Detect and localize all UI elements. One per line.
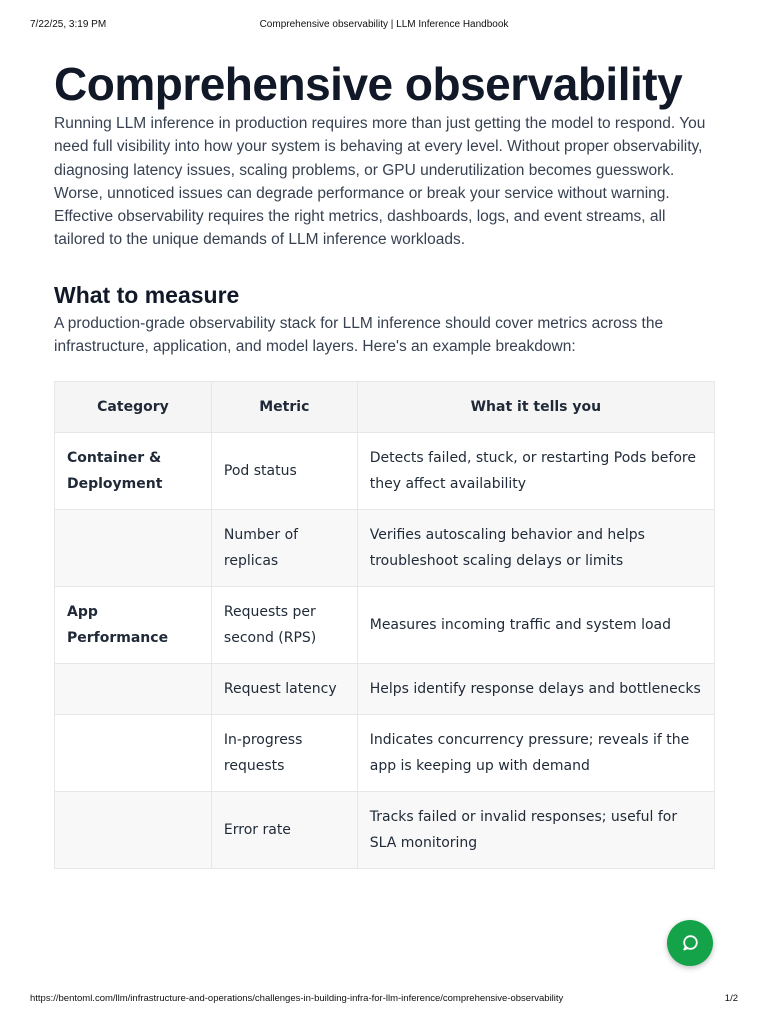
metrics-table <box>54 381 715 869</box>
metric-cell: Error rate <box>211 792 357 869</box>
metric-cell: Request latency <box>211 664 357 715</box>
print-page-title: Comprehensive observability | LLM Inference Handbook <box>259 19 509 30</box>
intro-paragraph-1: Running LLM inference in production requires more than just getting the model to respond. You need full visibility into how your system is behaving at every level. Without proper observability, diagnosing latency issues, scaling problems, or GPU underutilization becomes guesswork. Worse, unnoticed issues can degrade performance or break your service without warning. <box>54 115 706 202</box>
description-cell: Verifies autoscaling behavior and helps troubleshoot scaling delays or limits <box>357 510 714 587</box>
table-header-row <box>55 382 715 433</box>
table-row <box>55 510 715 587</box>
description-cell: Indicates concurrency pressure; reveals if the app is keeping up with demand <box>357 715 714 792</box>
column-header-category: Category <box>55 382 212 433</box>
section-heading-what-to-measure: What to measure <box>54 281 240 308</box>
page-title: Comprehensive observability <box>54 58 683 110</box>
category-cell <box>55 792 212 869</box>
print-url: https://bentoml.com/llm/infrastructure-and-operations/challenges-in-building-infra-for-llm-inference/comprehensive-observability <box>30 993 564 1004</box>
description-cell: Tracks failed or invalid responses; useful for SLA monitoring <box>357 792 714 869</box>
section-paragraph: A production-grade observability stack for LLM inference should cover metrics across the infrastructure, application, and model layers. Here's an example breakdown: <box>54 314 664 356</box>
page-number: 1/2 <box>724 993 738 1004</box>
category-cell <box>55 715 212 792</box>
column-header-metric: Metric <box>211 382 357 433</box>
chat-bubble-icon <box>680 933 700 953</box>
metric-cell: Requests per second (RPS) <box>211 587 357 664</box>
description-cell: Measures incoming traffic and system load <box>357 587 714 664</box>
print-footer <box>0 993 768 1007</box>
table-row <box>55 715 715 792</box>
table-row <box>55 433 715 510</box>
category-cell <box>55 664 212 715</box>
article-content <box>54 56 715 869</box>
print-header <box>0 19 768 33</box>
column-header-description: What it tells you <box>357 382 714 433</box>
intro-paragraph-2: Effective observability requires the right metrics, dashboards, logs, and event streams, all tailored to the unique demands of LLM inference workloads. <box>54 208 666 249</box>
metric-cell: In-progress requests <box>211 715 357 792</box>
description-cell: Helps identify response delays and bottlenecks <box>357 664 714 715</box>
category-cell: App Performance <box>55 587 212 664</box>
metric-cell: Number of replicas <box>211 510 357 587</box>
metric-cell: Pod status <box>211 433 357 510</box>
table-row <box>55 664 715 715</box>
print-date: 7/22/25, 3:19 PM <box>30 19 107 30</box>
chat-button[interactable] <box>667 920 713 966</box>
table-row <box>55 792 715 869</box>
table-row <box>55 587 715 664</box>
category-cell <box>55 510 212 587</box>
description-cell: Detects failed, stuck, or restarting Pods before they affect availability <box>357 433 714 510</box>
category-cell: Container & Deployment <box>55 433 212 510</box>
